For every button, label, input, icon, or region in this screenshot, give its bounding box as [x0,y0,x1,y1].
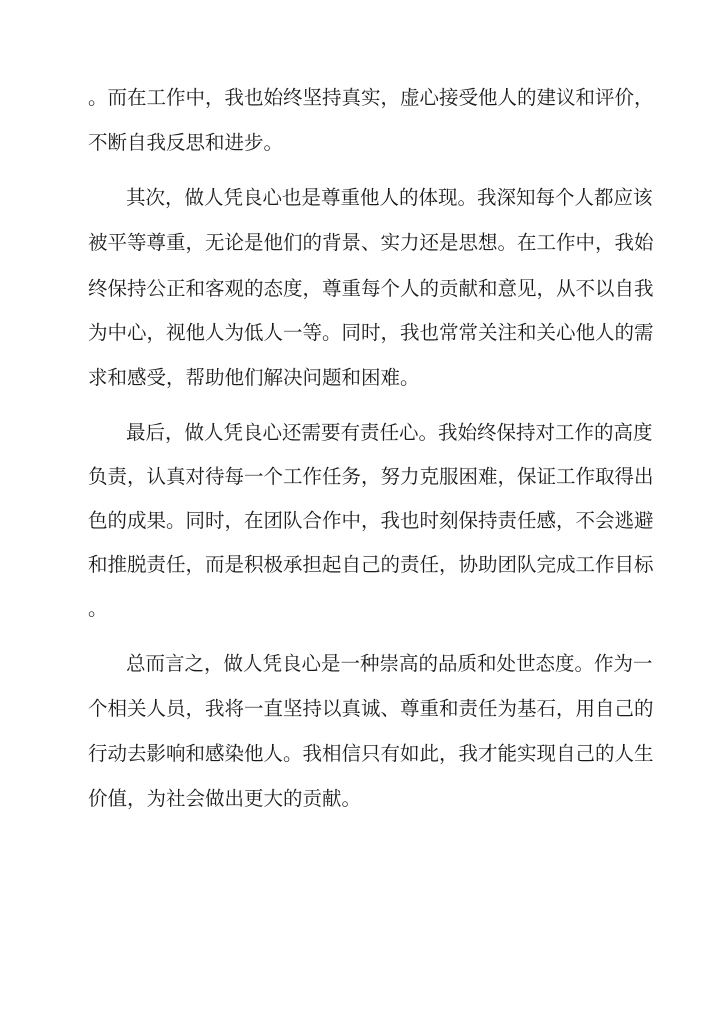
paragraph-line: 色的成果。同时，在团队合作中，我也时刻保持责任感，不会逃避 [88,509,654,532]
paragraph-first-line: 最后，做人凭良心还需要有责任心。我始终保持对工作的高度 [126,421,653,444]
paragraph-line: 不断自我反思和进步。 [88,131,284,154]
paragraph-line: 求和感受，帮助他们解决问题和困难。 [88,366,420,389]
paragraph-line: 终保持公正和客观的态度，尊重每个人的贡献和意见，从不以自我 [88,277,654,300]
paragraph-first-line: 其次，做人凭良心也是尊重他人的体现。我深知每个人都应该 [126,186,653,209]
paragraph-first-line: 总而言之，做人凭良心是一种崇高的品质和处世态度。作为一 [126,652,653,675]
paragraph-line: 负责，认真对待每一个工作任务，努力克服困难，保证工作取得出 [88,465,654,488]
paragraph-line: 被平等尊重，无论是他们的背景、实力还是思想。在工作中，我始 [88,231,654,254]
paragraph-line: 个相关人员，我将一直坚持以真诚、尊重和责任为基石，用自己的 [88,697,654,720]
paragraph-line: 和推脱责任，而是积极承担起自己的责任，协助团队完成工作目标 [88,553,654,576]
paragraph-line: 为中心，视他人为低人一等。同时，我也常常关注和关心他人的需 [88,321,654,344]
paragraph-line: 。 [88,597,108,620]
paragraph-line: 价值，为社会做出更大的贡献。 [88,787,362,810]
paragraph-line: 。而在工作中，我也始终坚持真实，虚心接受他人的建议和评价， [88,86,654,109]
paragraph-line: 行动去影响和感染他人。我相信只有如此，我才能实现自己的人生 [88,742,654,765]
